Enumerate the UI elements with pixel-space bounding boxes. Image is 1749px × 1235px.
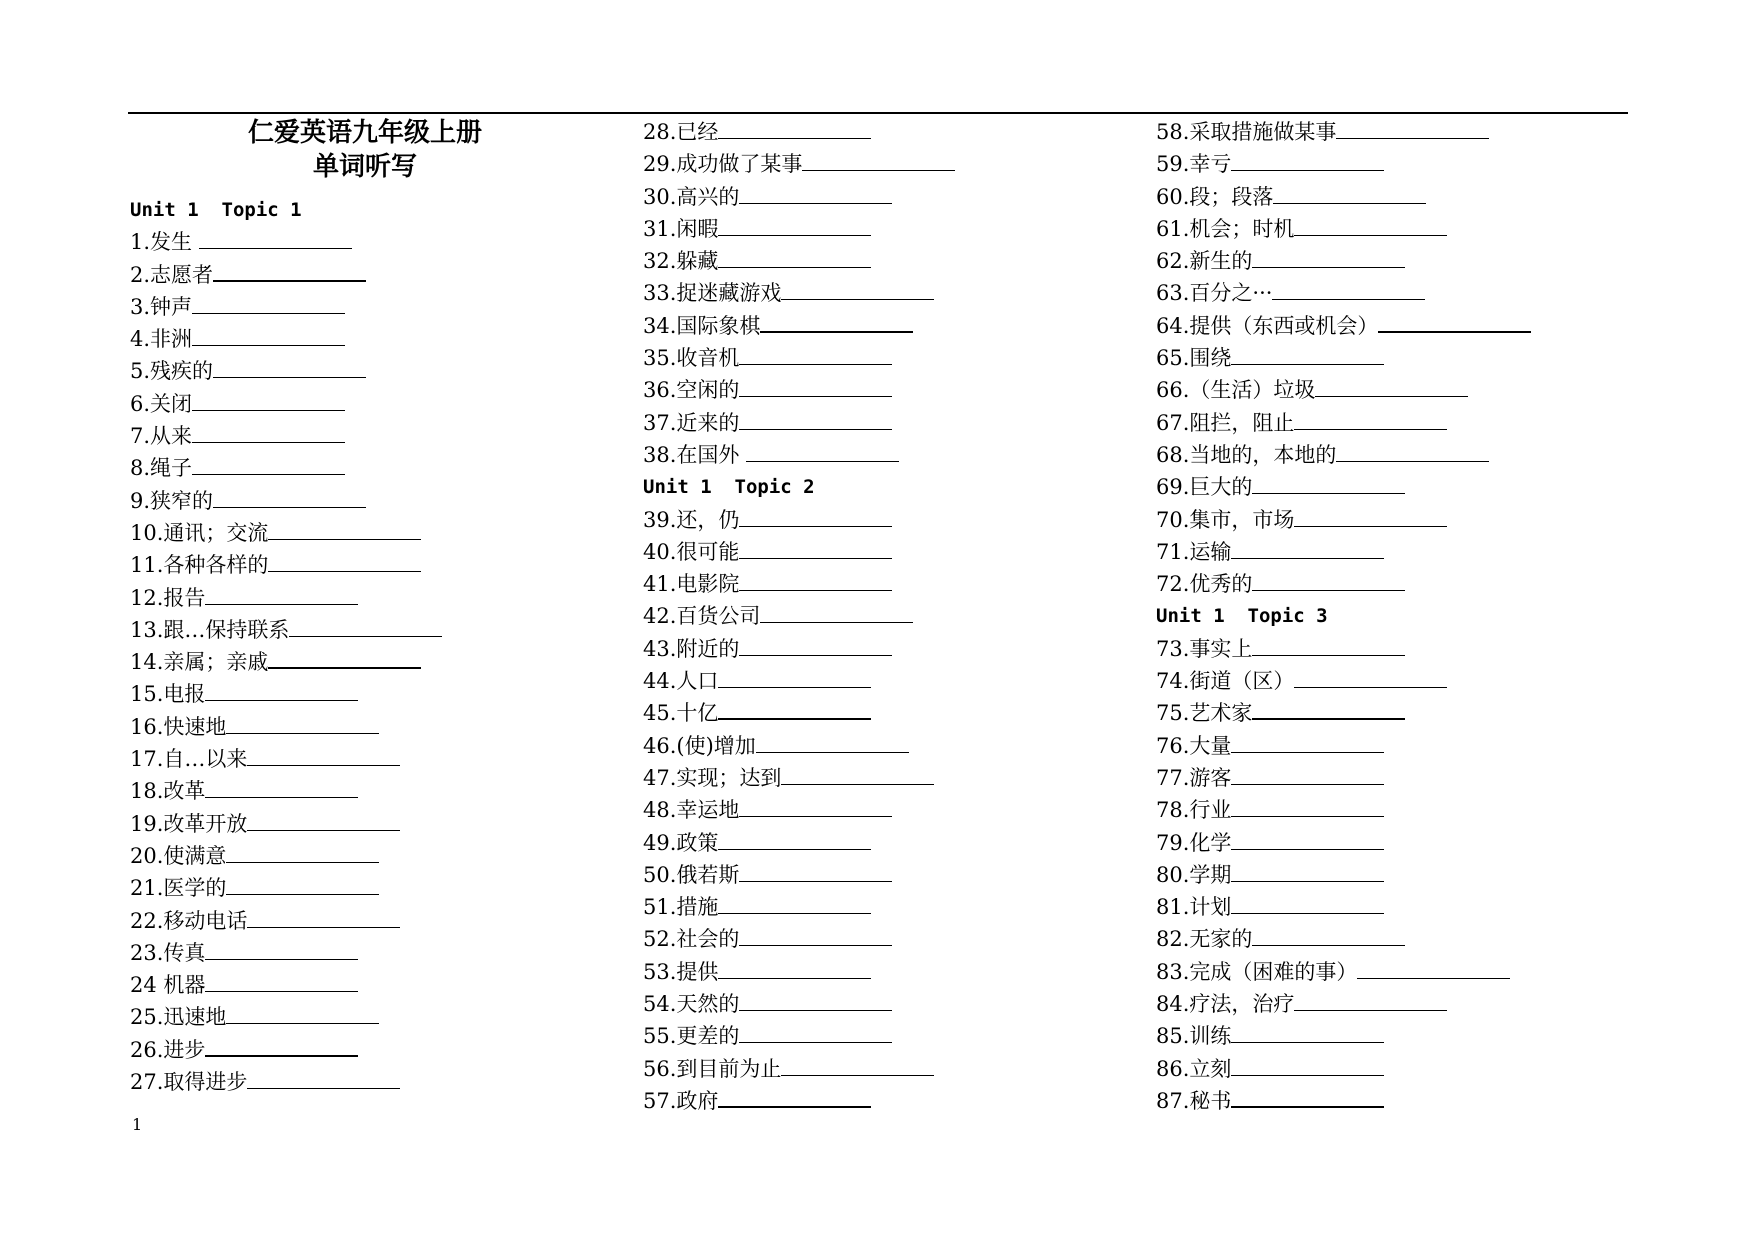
vocab-item [1156, 116, 1531, 148]
vocab-prompt: 17.自…以来 [130, 747, 248, 772]
answer-blank[interactable] [760, 602, 913, 623]
unit-topic-heading: Unit 1 Topic 2 [643, 476, 815, 499]
vocab-item [1156, 1020, 1531, 1052]
vocab-prompt: 15.电报 [130, 682, 206, 707]
vocab-item [130, 711, 600, 743]
vocab-item [643, 342, 955, 374]
vocab-prompt: 74.街道（区） [1156, 669, 1295, 694]
answer-blank[interactable] [205, 1035, 358, 1057]
vocab-prompt: 4.非洲 [130, 327, 193, 352]
answer-blank[interactable] [205, 971, 358, 992]
vocab-item [643, 181, 955, 213]
vocab-item [1156, 988, 1531, 1020]
vocab-prompt: 62.新生的 [1156, 249, 1253, 274]
vocab-item [1156, 1085, 1531, 1117]
answer-blank[interactable] [192, 390, 345, 411]
vocab-prompt: 84.疗法，治疗 [1156, 992, 1295, 1017]
vocab-item [130, 420, 600, 452]
vocab-item [130, 1001, 600, 1033]
answer-blank[interactable] [718, 698, 871, 720]
title-block [130, 116, 600, 194]
vocab-item [1156, 536, 1531, 568]
vocab-prompt: 66.（生活）垃圾 [1156, 378, 1316, 403]
vocab-item [130, 678, 600, 710]
answer-blank[interactable] [1231, 1055, 1384, 1076]
vocab-prompt: 68.当地的，本地的 [1156, 442, 1337, 467]
answer-blank[interactable] [781, 764, 934, 785]
vocab-prompt: 49.政策 [643, 830, 719, 855]
answer-blank[interactable] [192, 422, 345, 443]
vocab-prompt: 1.发生 [130, 230, 199, 255]
answer-blank[interactable] [739, 344, 892, 365]
vocab-prompt: 23.传真 [130, 940, 206, 965]
answer-blank[interactable] [739, 990, 892, 1011]
vocab-prompt: 46.(使)增加 [643, 733, 756, 758]
answer-blank[interactable] [739, 538, 892, 559]
vocab-item [643, 439, 955, 471]
vocab-item [1156, 633, 1531, 665]
answer-blank[interactable] [1231, 829, 1384, 850]
answer-blank[interactable] [205, 777, 358, 798]
answer-blank[interactable] [289, 616, 442, 637]
answer-blank[interactable] [268, 551, 421, 572]
vocab-prompt: 37.近来的 [643, 410, 740, 435]
vocab-prompt: 81.计划 [1156, 895, 1232, 920]
answer-blank[interactable] [247, 907, 400, 928]
vocab-prompt: 13.跟…保持联系 [130, 617, 290, 642]
vocab-item [1156, 277, 1531, 309]
answer-blank[interactable] [760, 311, 913, 333]
vocab-prompt: 56.到目前为止 [643, 1056, 782, 1081]
vocab-prompt: 71.运输 [1156, 539, 1232, 564]
answer-blank[interactable] [1231, 796, 1384, 817]
answer-blank[interactable] [739, 796, 892, 817]
vocab-item [130, 388, 600, 420]
answer-blank[interactable] [718, 247, 871, 268]
vocab-prompt: 58.采取措施做某事 [1156, 120, 1337, 144]
answer-blank[interactable] [205, 680, 358, 701]
vocab-prompt: 86.立刻 [1156, 1056, 1232, 1081]
vocab-prompt: 65.围绕 [1156, 346, 1232, 371]
vocab-prompt: 44.人口 [643, 669, 719, 694]
vocab-item [130, 872, 600, 904]
vocab-item [643, 988, 955, 1020]
answer-blank[interactable] [718, 118, 871, 139]
page-number: 1 [132, 1115, 143, 1134]
page-subtitle: 单词听写 [312, 152, 417, 182]
vocab-item [130, 452, 600, 484]
vocab-item [130, 1066, 600, 1098]
vocab-item [1156, 439, 1531, 471]
vocab-prompt: 22.移动电话 [130, 908, 248, 933]
vocab-prompt: 70.集市，市场 [1156, 507, 1295, 532]
vocab-item [1156, 794, 1531, 826]
answer-blank[interactable] [205, 939, 358, 960]
vocab-prompt: 53.提供 [643, 959, 719, 984]
answer-blank[interactable] [1231, 764, 1384, 785]
vocab-prompt: 82.无家的 [1156, 927, 1253, 952]
vocab-prompt: 3.钟声 [130, 294, 193, 319]
answer-blank[interactable] [213, 487, 366, 508]
vocab-prompt: 57.政府 [643, 1088, 719, 1113]
vocab-item [130, 808, 600, 840]
vocab-prompt: 25.迅速地 [130, 1005, 227, 1030]
vocab-item [130, 743, 600, 775]
vocab-prompt: 42.百货公司 [643, 604, 761, 629]
vocab-prompt: 73.事实上 [1156, 636, 1253, 661]
answer-blank[interactable] [192, 293, 345, 314]
vocab-item [130, 937, 600, 969]
vocab-prompt: 50.俄若斯 [643, 862, 740, 887]
vocab-prompt: 5.残疾的 [130, 359, 214, 384]
vocab-item [1156, 827, 1531, 859]
vocab-prompt: 20.使满意 [130, 843, 227, 868]
vocab-prompt: 83.完成（困难的事） [1156, 959, 1358, 984]
answer-blank[interactable] [226, 842, 379, 863]
vocab-prompt: 40.很可能 [643, 539, 740, 564]
answer-blank[interactable] [199, 228, 352, 249]
answer-blank[interactable] [1231, 150, 1384, 171]
answer-blank[interactable] [1231, 538, 1384, 559]
vocab-item [130, 517, 600, 549]
vocab-item [1156, 181, 1531, 213]
vocab-item [643, 1053, 955, 1085]
vocab-item [643, 1085, 955, 1117]
vocab-item [1156, 213, 1531, 245]
vocab-item [643, 568, 955, 600]
vocab-prompt: 34.国际象棋 [643, 313, 761, 338]
answer-blank[interactable] [756, 732, 909, 753]
vocab-prompt: 67.阻拦，阻止 [1156, 410, 1295, 435]
answer-blank[interactable] [802, 150, 955, 171]
vocab-prompt: 27.取得进步 [130, 1070, 248, 1095]
answer-blank[interactable] [1294, 215, 1447, 236]
answer-blank[interactable] [1231, 732, 1384, 753]
vocab-item [1156, 471, 1531, 503]
vocab-item [643, 148, 955, 180]
vocab-item [1156, 665, 1531, 697]
answer-blank[interactable] [739, 635, 892, 656]
vocab-item [1156, 568, 1531, 600]
vocab-prompt: 60.段；段落 [1156, 184, 1274, 209]
answer-blank[interactable] [226, 713, 379, 734]
vocab-prompt: 31.闲暇 [643, 216, 719, 241]
answer-blank[interactable] [739, 409, 892, 430]
vocab-prompt: 7.从来 [130, 424, 193, 449]
answer-blank[interactable] [247, 1068, 400, 1089]
answer-blank[interactable] [1294, 506, 1447, 527]
vocab-prompt: 29.成功做了某事 [643, 152, 803, 177]
vocab-prompt: 30.高兴的 [643, 184, 740, 209]
answer-blank[interactable] [1357, 958, 1510, 979]
vocab-item [643, 374, 955, 406]
vocab-item [1156, 342, 1531, 374]
answer-blank[interactable] [718, 215, 871, 236]
vocab-prompt: 47.实现；达到 [643, 765, 782, 790]
page-title: 仁爱英语九年级上册 [247, 118, 482, 148]
vocab-prompt: 87.秘书 [1156, 1088, 1232, 1113]
vocab-item [1156, 245, 1531, 277]
answer-blank[interactable] [1294, 409, 1447, 430]
answer-blank[interactable] [192, 454, 345, 475]
vocab-prompt: 63.百分之··· [1156, 281, 1273, 306]
vocab-item [130, 226, 600, 258]
answer-blank[interactable] [718, 829, 871, 850]
vocab-item [1156, 148, 1531, 180]
answer-blank[interactable] [247, 810, 400, 831]
answer-blank[interactable] [226, 874, 379, 895]
answer-blank[interactable] [205, 584, 358, 605]
answer-blank[interactable] [1273, 183, 1426, 204]
unit-topic-heading: Unit 1 Topic 3 [1156, 605, 1328, 628]
vocab-item [643, 923, 955, 955]
answer-blank[interactable] [268, 647, 421, 669]
vocab-prompt: 85.训练 [1156, 1024, 1232, 1049]
answer-blank[interactable] [739, 1022, 892, 1043]
answer-blank[interactable] [1252, 473, 1405, 494]
vocab-item [1156, 891, 1531, 923]
vocab-item [130, 485, 600, 517]
vocab-prompt: 78.行业 [1156, 798, 1232, 823]
answer-blank[interactable] [718, 893, 871, 914]
vocab-item [643, 665, 955, 697]
vocab-prompt: 80.学期 [1156, 862, 1232, 887]
answer-blank[interactable] [718, 1086, 871, 1108]
vocab-prompt: 2.志愿者 [130, 262, 214, 287]
vocab-prompt: 33.捉迷藏游戏 [643, 281, 782, 306]
vocab-prompt: 64.提供（东西或机会） [1156, 313, 1379, 338]
answer-blank[interactable] [739, 570, 892, 591]
column-3 [1156, 116, 1531, 1117]
vocab-prompt: 18.改革 [130, 779, 206, 804]
answer-blank[interactable] [746, 441, 899, 462]
vocab-item [643, 536, 955, 568]
answer-blank[interactable] [739, 506, 892, 527]
vocab-prompt: 36.空闲的 [643, 378, 740, 403]
vocab-item [643, 213, 955, 245]
vocab-item [643, 600, 955, 632]
vocab-prompt: 39.还，仍 [643, 507, 740, 532]
answer-blank[interactable] [192, 325, 345, 346]
answer-blank[interactable] [1336, 118, 1489, 139]
answer-blank[interactable] [781, 279, 934, 300]
vocab-prompt: 16.快速地 [130, 714, 227, 739]
vocab-item [130, 905, 600, 937]
column-1 [130, 116, 600, 1098]
vocab-item [1156, 697, 1531, 729]
vocab-prompt: 48.幸运地 [643, 798, 740, 823]
vocab-item [643, 762, 955, 794]
answer-blank[interactable] [213, 260, 366, 282]
vocab-item [1156, 1053, 1531, 1085]
vocab-prompt: 14.亲属；亲戚 [130, 650, 269, 675]
vocab-prompt: 26.进步 [130, 1037, 206, 1062]
answer-blank[interactable] [739, 183, 892, 204]
answer-blank[interactable] [1252, 247, 1405, 268]
vocab-item [643, 794, 955, 826]
vocab-item [1156, 859, 1531, 891]
vocab-item [1156, 504, 1531, 536]
vocab-item [130, 355, 600, 387]
vocab-item [1156, 956, 1531, 988]
vocab-prompt: 54.天然的 [643, 992, 740, 1017]
vocab-item [1156, 923, 1531, 955]
vocab-item [1156, 407, 1531, 439]
answer-blank[interactable] [1231, 344, 1384, 365]
vocab-prompt: 52.社会的 [643, 927, 740, 952]
answer-blank[interactable] [1252, 635, 1405, 656]
vocab-item [1156, 374, 1531, 406]
vocab-item [130, 291, 600, 323]
vocab-item [130, 969, 600, 1001]
answer-blank[interactable] [1294, 990, 1447, 1011]
vocab-prompt: 43.附近的 [643, 636, 740, 661]
vocab-item [643, 407, 955, 439]
answer-blank[interactable] [1252, 925, 1405, 946]
vocab-prompt: 32.躲藏 [643, 249, 719, 274]
vocab-item [643, 504, 955, 536]
vocab-item [130, 582, 600, 614]
answer-blank[interactable] [1252, 570, 1405, 591]
answer-blank[interactable] [718, 667, 871, 688]
vocab-item [643, 310, 955, 342]
vocab-prompt: 72.优秀的 [1156, 572, 1253, 597]
vocab-prompt: 59.幸亏 [1156, 152, 1232, 177]
vocab-prompt: 21.医学的 [130, 876, 227, 901]
vocab-item [643, 1020, 955, 1052]
vocab-prompt: 6.关闭 [130, 391, 193, 416]
answer-blank[interactable] [247, 745, 400, 766]
answer-blank[interactable] [1231, 861, 1384, 882]
vocab-prompt: 41.电影院 [643, 572, 740, 597]
vocab-item [130, 775, 600, 807]
vocab-prompt: 79.化学 [1156, 830, 1232, 855]
answer-blank[interactable] [1315, 376, 1468, 397]
vocab-prompt: 61.机会；时机 [1156, 216, 1295, 241]
vocab-prompt: 24 机器 [130, 973, 206, 998]
vocab-item [130, 646, 600, 678]
vocab-prompt: 12.报告 [130, 585, 206, 610]
vocab-item [1156, 762, 1531, 794]
vocab-item [643, 277, 955, 309]
vocab-item [130, 549, 600, 581]
vocab-item [643, 859, 955, 891]
vocab-item [643, 116, 955, 148]
vocab-prompt: 45.十亿 [643, 701, 719, 726]
column-2 [643, 116, 955, 1117]
vocab-item [643, 633, 955, 665]
vocab-item [643, 697, 955, 729]
vocab-prompt: 19.改革开放 [130, 811, 248, 836]
answer-blank[interactable] [739, 376, 892, 397]
answer-blank[interactable] [213, 357, 366, 378]
vocab-prompt: 76.大量 [1156, 733, 1232, 758]
answer-blank[interactable] [1272, 279, 1425, 300]
vocab-prompt: 51.措施 [643, 895, 719, 920]
vocab-prompt: 35.收音机 [643, 346, 740, 371]
answer-blank[interactable] [1231, 1022, 1384, 1043]
vocab-prompt: 69.巨大的 [1156, 475, 1253, 500]
vocab-item [643, 891, 955, 923]
answer-blank[interactable] [739, 925, 892, 946]
vocab-item [643, 956, 955, 988]
vocab-item [130, 840, 600, 872]
vocab-item [130, 1034, 600, 1066]
vocab-item [1156, 730, 1531, 762]
vocab-item [643, 827, 955, 859]
vocab-prompt: 38.在国外 [643, 442, 747, 467]
vocab-item [643, 730, 955, 762]
vocab-prompt: 77.游客 [1156, 765, 1232, 790]
vocab-prompt: 55.更差的 [643, 1024, 740, 1049]
answer-blank[interactable] [1336, 441, 1489, 462]
answer-blank[interactable] [1231, 893, 1384, 914]
answer-blank[interactable] [1378, 311, 1531, 333]
answer-blank[interactable] [226, 1003, 379, 1024]
answer-blank[interactable] [739, 861, 892, 882]
vocab-item [130, 614, 600, 646]
vocab-item [643, 245, 955, 277]
top-rule [128, 112, 1628, 114]
vocab-prompt: 75.艺术家 [1156, 701, 1253, 726]
vocab-item [1156, 310, 1531, 342]
vocab-item [130, 323, 600, 355]
unit-topic-heading: Unit 1 Topic 1 [130, 199, 302, 221]
answer-blank[interactable] [1252, 698, 1405, 720]
answer-blank[interactable] [1231, 1086, 1384, 1108]
answer-blank[interactable] [268, 519, 421, 540]
answer-blank[interactable] [718, 958, 871, 979]
vocab-prompt: 11.各种各样的 [130, 553, 269, 578]
vocab-prompt: 8.绳子 [130, 456, 193, 481]
answer-blank[interactable] [781, 1055, 934, 1076]
vocab-prompt: 28.已经 [643, 120, 719, 144]
vocab-prompt: 9.狭窄的 [130, 488, 214, 513]
answer-blank[interactable] [1294, 667, 1447, 688]
vocab-prompt: 10.通讯；交流 [130, 520, 269, 545]
vocab-item [130, 259, 600, 291]
